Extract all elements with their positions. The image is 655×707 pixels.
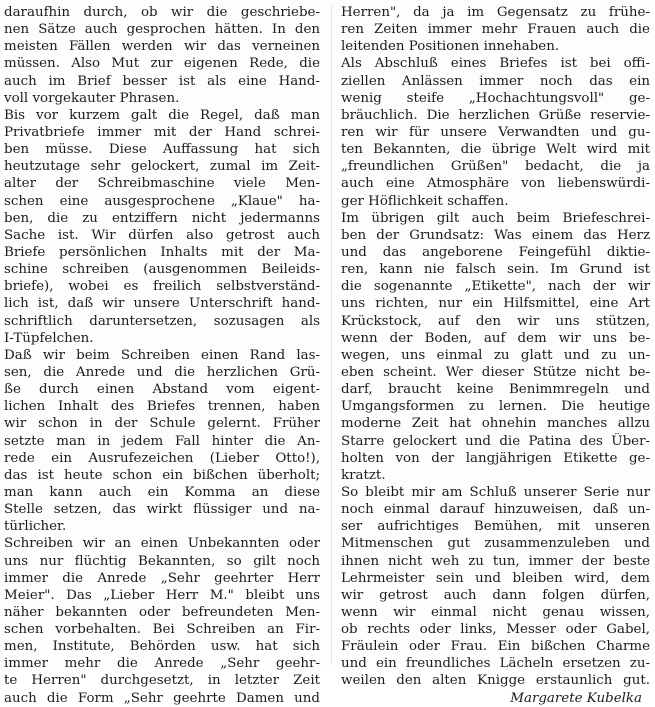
text-line: ren wir für unsere Verwandten und gu-	[341, 124, 650, 140]
text-line: auch die Form „Sehr geehrte Damen und	[4, 690, 320, 706]
text-line: Krückstock, auf den wir uns stützen,	[341, 313, 650, 329]
text-line: Briefe persönlichen Inhalts mit der Ma-	[4, 244, 320, 260]
text-line: Schreiben wir an einen Unbekannten oder	[4, 536, 320, 552]
text-line: ger Höflichkeit schaffen.	[341, 193, 509, 209]
text-line: darf, braucht keine Benimmregeln und	[341, 382, 650, 398]
text-line: Bis vor kurzem galt die Regel, daß man	[4, 107, 320, 123]
text-line: ben, die zu entziffern nicht jedermanns	[4, 210, 320, 226]
text-line: heutzutage sehr gelockert, zumal im Zeit-	[4, 159, 320, 175]
text-line: und ein freundliches Lächeln ersetzen zu-	[341, 656, 650, 672]
text-line: holten von der langjährigen Etikette ge-	[341, 450, 650, 466]
text-line: „freundlichen Grüßen" bedacht, die ja	[341, 159, 650, 175]
text-line: immer mehr die Anrede „Sehr geehr-	[4, 656, 320, 672]
text-line: meisten Fällen werden wir das verneinen	[4, 39, 320, 55]
text-line: wenn der Boden, auf dem wir uns be-	[341, 330, 650, 346]
text-line: briefe), wobei es freilich selbstverständ-	[4, 279, 320, 295]
text-line: Im übrigen gilt auch beim Briefeschrei-	[341, 210, 650, 226]
text-line: schine schreiben (ausgenommen Beileids-	[4, 262, 320, 278]
left-column	[4, 4, 320, 707]
text-line: schen eine ausgesprochene „Klaue" ha-	[4, 193, 320, 209]
text-line: man kann auch ein Komma an diese	[4, 484, 320, 500]
text-line: men, Institute, Behörden usw. hat sich	[4, 639, 320, 655]
text-line: ob rechts oder links, Messer oder Gabel,	[341, 622, 650, 638]
text-line: leitenden Positionen innehaben.	[341, 39, 560, 55]
text-line: Lehrmeister sein und bleiben wird, dem	[341, 570, 650, 586]
text-line: wegen, uns einmal zu glatt und zu un-	[341, 347, 650, 363]
text-line: schriftlich daruntersetzen, sozusagen als	[4, 313, 320, 329]
text-line: türlicher.	[4, 519, 67, 535]
right-column	[341, 4, 650, 707]
text-line: ben müsse. Diese Auffassung hat sich	[4, 142, 320, 158]
text-line: lichen Inhalt des Briefes trennen, haben	[4, 399, 320, 415]
text-line: ße durch einen Abstand vom eigent-	[4, 382, 320, 398]
text-line: Stelle setzen, das wirkt flüssiger und na-	[4, 502, 320, 518]
text-line: I-Tüpfelchen.	[4, 330, 94, 346]
text-line: lich ist, daß wir unsere Unterschrift hand-	[4, 296, 320, 312]
text-line: Daß wir beim Schreiben einen Rand las-	[4, 347, 320, 363]
text-line: wenig steife „Hochachtungsvoll" ge-	[341, 90, 650, 106]
text-line: Privatbriefe immer mit der Hand schrei-	[4, 124, 320, 140]
text-line: auch im Brief besser ist als eine Hand-	[4, 73, 320, 89]
text-line: ser aufrichtiges Bemühen, mit unseren	[341, 519, 650, 535]
text-line: auch eine Atmosphäre von liebenswürdi-	[341, 176, 650, 192]
text-line: ren, kann nie falsch sein. Im Grund ist	[341, 262, 650, 278]
text-line: bräuchlich. Die herzlichen Grüße reservie-	[341, 107, 650, 123]
text-line: Fräulein oder Frau. Ein bißchen Charme	[341, 639, 650, 655]
text-line: weilen den alten Knigge erstaunlich gut.	[341, 673, 650, 689]
text-line: wir schon in der Schule gelernt. Früher	[4, 416, 320, 432]
text-line: die sogenannte „Etikette", nach der wir	[341, 279, 650, 295]
text-line: So bleibt mir am Schluß unserer Serie nur	[341, 484, 650, 500]
text-line: nen Sätze auch gesprochen hätten. In den	[4, 22, 320, 38]
text-line: Herren", da ja im Gegensatz zu frühe-	[341, 5, 650, 20]
text-line: alter der Schreibmaschine viele Men-	[4, 176, 320, 192]
text-line: ihnen nicht weh zu tun, immer der beste	[341, 553, 650, 569]
text-line: daraufhin durch, ob wir die geschriebe-	[4, 5, 320, 20]
text-line: rede ein Ausrufezeichen (Lieber Otto!),	[4, 450, 320, 466]
text-line: ren Zeiten immer mehr Frauen auch die	[341, 22, 650, 38]
text-line: Starre gelockert und die Patina des Über-	[341, 433, 650, 449]
text-line: noch einmal darauf hinzuweisen, daß un-	[341, 502, 650, 518]
text-line: immer die Anrede „Sehr geehrter Herr	[4, 570, 320, 586]
text-line: wenn wir einmal nicht genau wissen,	[341, 604, 650, 620]
column-divider	[331, 6, 332, 664]
text-line: Meier". Das „Lieber Herr M." bleibt uns	[4, 587, 320, 603]
text-line: und das angeborene Feingefühl diktie-	[341, 244, 650, 260]
text-line: te Herren" durchgesetzt, in letzter Zeit	[4, 673, 320, 689]
text-line: schen vorbehalten. Bei Schreiben an Fir-	[4, 622, 320, 638]
text-line: uns richten, nur ein Hilfsmittel, eine Art	[341, 296, 650, 312]
text-line: Sache ist. Wir dürfen also getrost auch	[4, 227, 320, 243]
text-line: näher bekannten oder befreundeten Men-	[4, 604, 320, 620]
text-line: ben der Grundsatz: Was einem das Herz	[341, 227, 650, 243]
author-signature: Margarete Kubelka	[510, 690, 642, 706]
text-line: kratzt.	[341, 467, 386, 483]
text-line: eben scheint. Wer dieser Stütze nicht be-	[341, 364, 650, 380]
text-line: setzte man in jedem Fall hinter die An-	[4, 433, 320, 449]
text-line: ten Bekannten, die übrige Welt wird mit	[341, 142, 650, 158]
text-line: voll vorgekauter Phrasen.	[4, 90, 180, 106]
text-line: müssen. Also Mut zur eigenen Rede, die	[4, 56, 320, 72]
text-line: ziellen Anlässen immer noch das ein	[341, 73, 650, 89]
text-line: moderne Zeit hat ohnehin manches allzu	[341, 416, 650, 432]
text-line: Mitmenschen gut zusammenzuleben und	[341, 536, 650, 552]
text-line: wir getrost auch dann folgen dürfen,	[341, 587, 650, 603]
text-line: uns nur flüchtig Bekannten, so gilt noch	[4, 553, 320, 569]
text-line: sen, die Anrede und die herzlichen Grü-	[4, 364, 320, 380]
text-line: das ist heute schon ein bißchen überholt;	[4, 467, 320, 483]
text-line: Umgangsformen zu lernen. Die heutige	[341, 399, 650, 415]
text-line: Als Abschluß eines Briefes ist bei offi-	[341, 56, 650, 72]
